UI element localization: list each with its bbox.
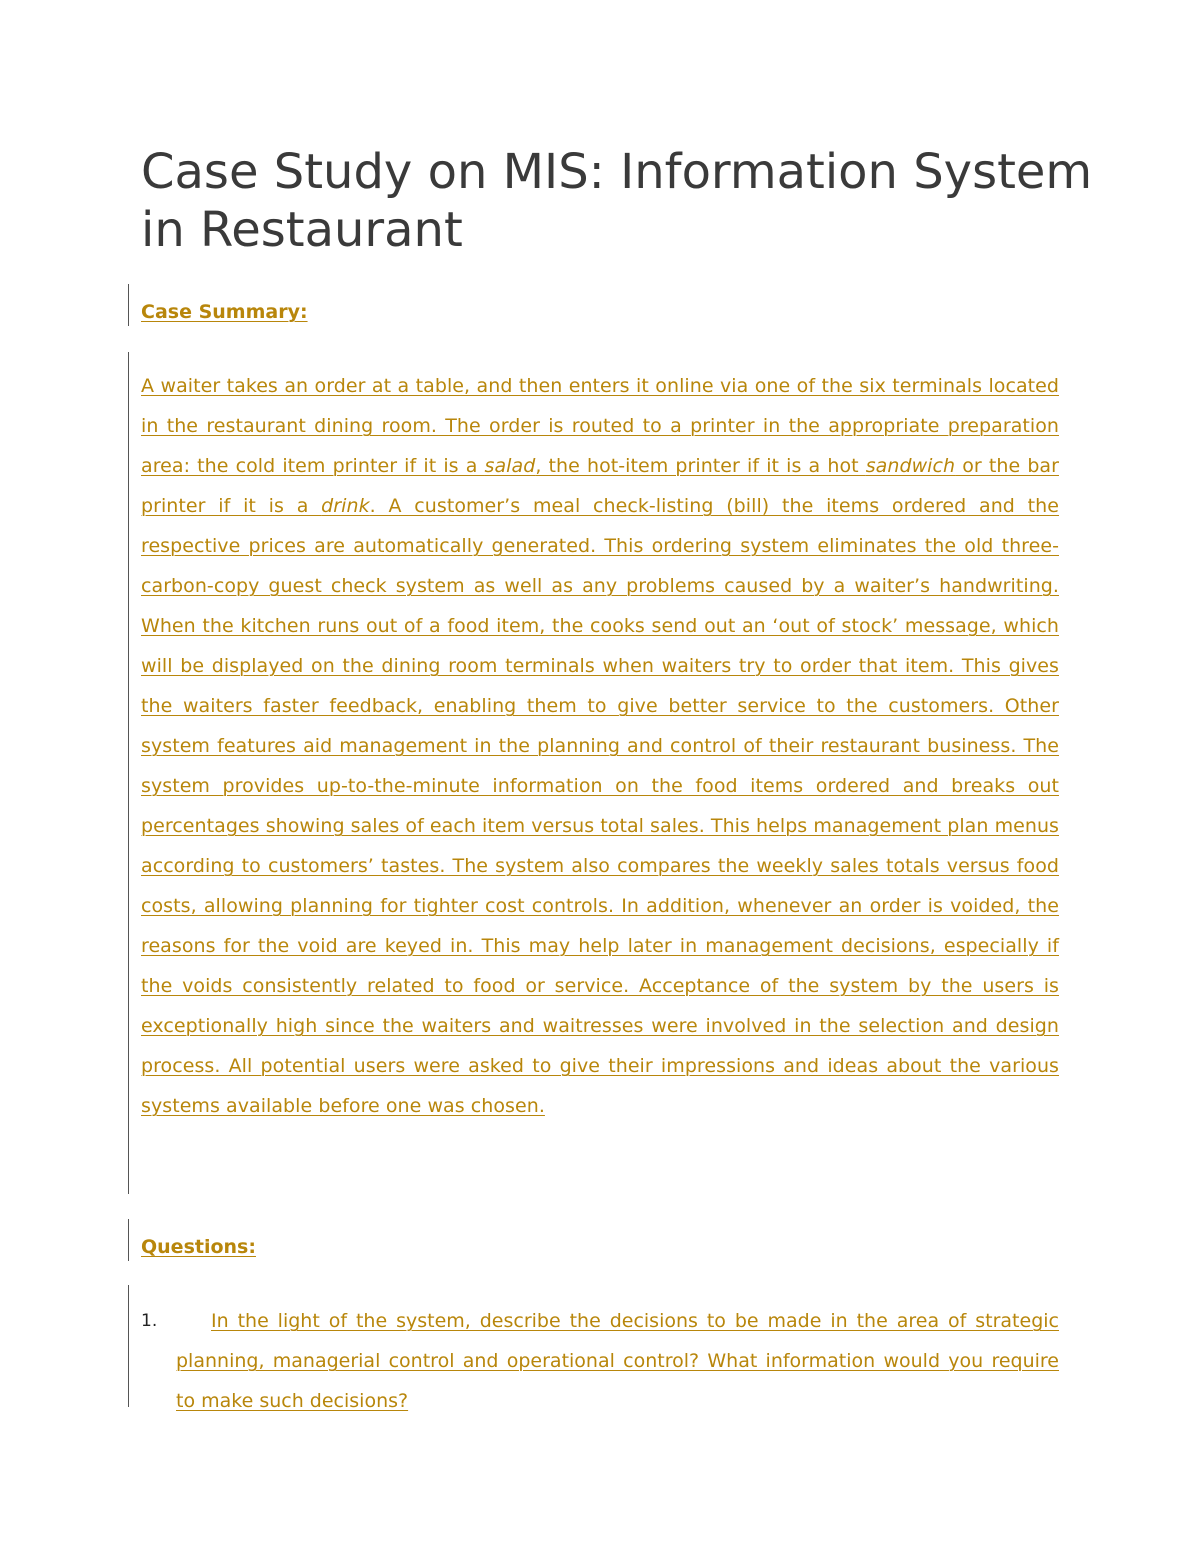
summary-part-3: or the bar printer if it is a bbox=[141, 455, 1059, 517]
change-bar-questions bbox=[128, 1285, 129, 1407]
summary-part-2: , the hot-item printer if it is a hot bbox=[535, 455, 866, 477]
case-summary-text bbox=[141, 366, 1059, 1126]
summary-salad: salad bbox=[484, 455, 536, 477]
question-item bbox=[141, 1301, 1059, 1421]
question-number: 1. bbox=[141, 1311, 158, 1331]
change-bar-summary bbox=[128, 352, 129, 1194]
case-summary-heading: Case Summary: bbox=[141, 301, 308, 323]
change-bar-summary-heading bbox=[128, 284, 129, 326]
summary-sandwich: sandwich bbox=[865, 455, 956, 477]
summary-part-4: . A customer’s meal check-listing (bill) the items ordered and the respective prices are automatically generated. This ordering system eliminates the old three-carbon-copy guest check system as well as any problems caused by a waiter’s handwriting. When the kitchen runs out of a food item, the cooks send out an ‘out of stock’ message, which will be displayed on the dining room terminals when waiters try to order that item. This gives the waiters faster feedback, enabling them to give better service to the customers. Other system features aid management in the planning and control of their restaurant business. The system provides up-to-the-minute information on the food items ordered and breaks out percentages showing sales of each item versus total sales. This helps management plan menus according to customers’ tastes. The system also compares the weekly sales totals versus food costs, allowing planning for tighter cost controls. In addition, whenever an order is voided, the reasons for the void are keyed in. This may help later in management decisions, especially if the voids consistently related to food or service. Acceptance of the system by the users is exceptionally high since the waiters and waitresses were involved in the selection and design process. All potential users were asked to give their impressions and ideas about the various systems available before one was chosen. bbox=[141, 495, 1060, 1117]
summary-part-1: A waiter takes an order at a table, and then enters it online via one of the six terminals located in the restaurant dining room. The order is routed to a printer in the appropriate preparation area: the cold item printer if it is a bbox=[141, 375, 1059, 477]
questions-list bbox=[141, 1301, 1059, 1421]
question-text: In the light of the system, describe the decisions to be made in the area of strategic planning, managerial control and operational control? What information would you require to make such decisions? bbox=[176, 1310, 1059, 1412]
questions-heading: Questions: bbox=[141, 1236, 256, 1258]
summary-drink: drink bbox=[321, 495, 370, 517]
change-bar-questions-heading bbox=[128, 1219, 129, 1261]
document-title: Case Study on MIS: Information System in Restaurant bbox=[141, 144, 1093, 258]
